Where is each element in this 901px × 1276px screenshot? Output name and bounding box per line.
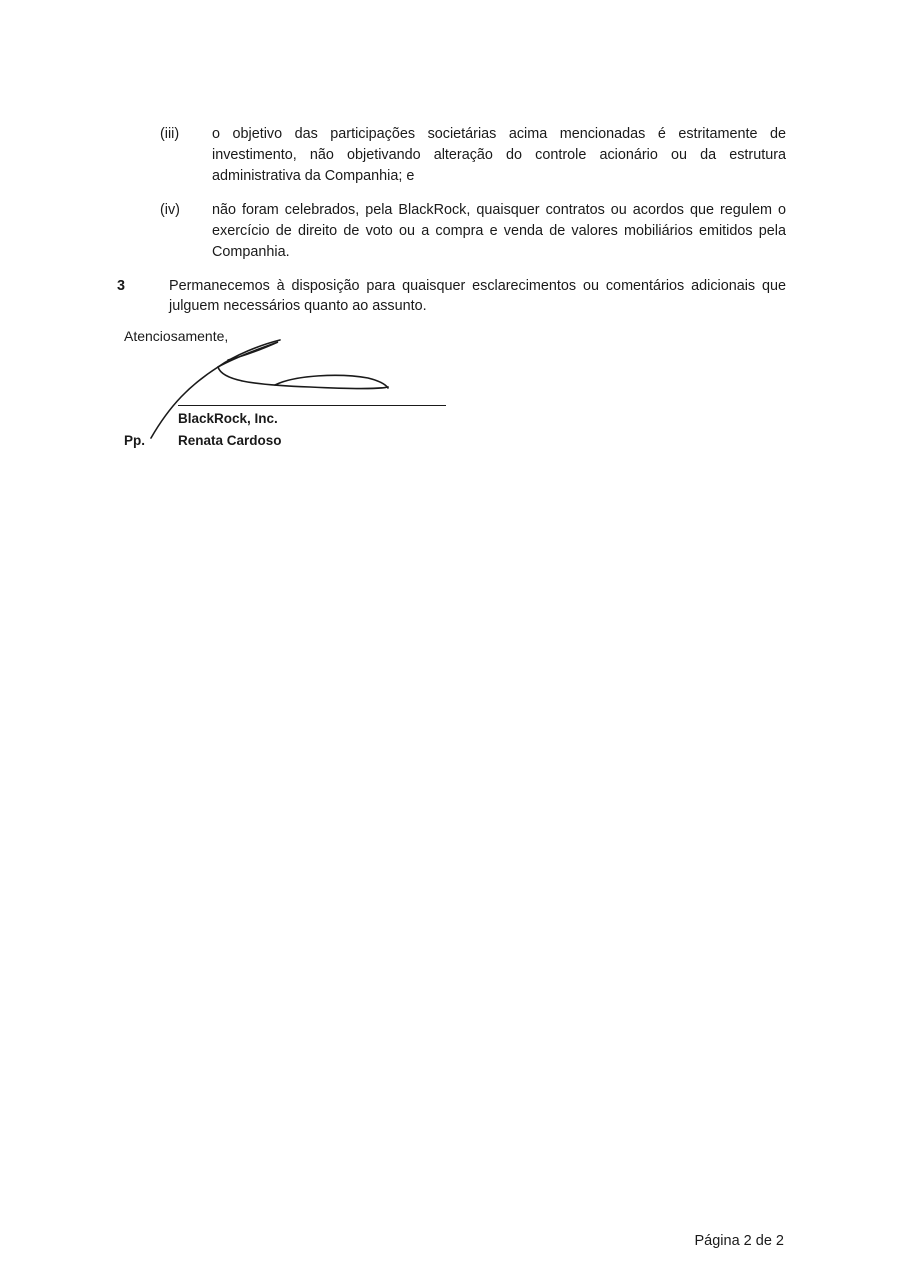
list-item-text: não foram celebrados, pela BlackRock, quaisquer contratos ou acordos que regulem o exercício de direito de voto ou a compra e venda de valores mobiliários emitidos pela Companhia. bbox=[212, 202, 786, 260]
list-item-marker: (iv) bbox=[160, 202, 180, 218]
page-number: Página 2 de 2 bbox=[694, 1233, 784, 1249]
handwritten-signature bbox=[110, 325, 455, 455]
signature-line bbox=[178, 405, 446, 406]
signatory-company: BlackRock, Inc. bbox=[178, 411, 278, 426]
list-item-iii bbox=[160, 124, 786, 187]
signatory-name: Renata Cardoso bbox=[178, 433, 282, 448]
list-item-marker: (iii) bbox=[160, 126, 180, 142]
list-item-text: o objetivo das participações societárias acima mencionadas é estritamente de investimento, não objetivando alteração do controle acionário ou da estrutura administrativa da Companhia; e bbox=[212, 126, 786, 184]
closing-salutation: Atenciosamente, bbox=[124, 328, 229, 344]
section-number: 3 bbox=[117, 278, 126, 294]
section-text: Permanecemos à disposição para quaisquer esclarecimentos ou comentários adicionais que julguem necessários quanto ao assunto. bbox=[169, 278, 786, 314]
section-3 bbox=[117, 276, 786, 316]
list-item-iv bbox=[160, 200, 786, 263]
pp-label: Pp. bbox=[124, 433, 146, 448]
